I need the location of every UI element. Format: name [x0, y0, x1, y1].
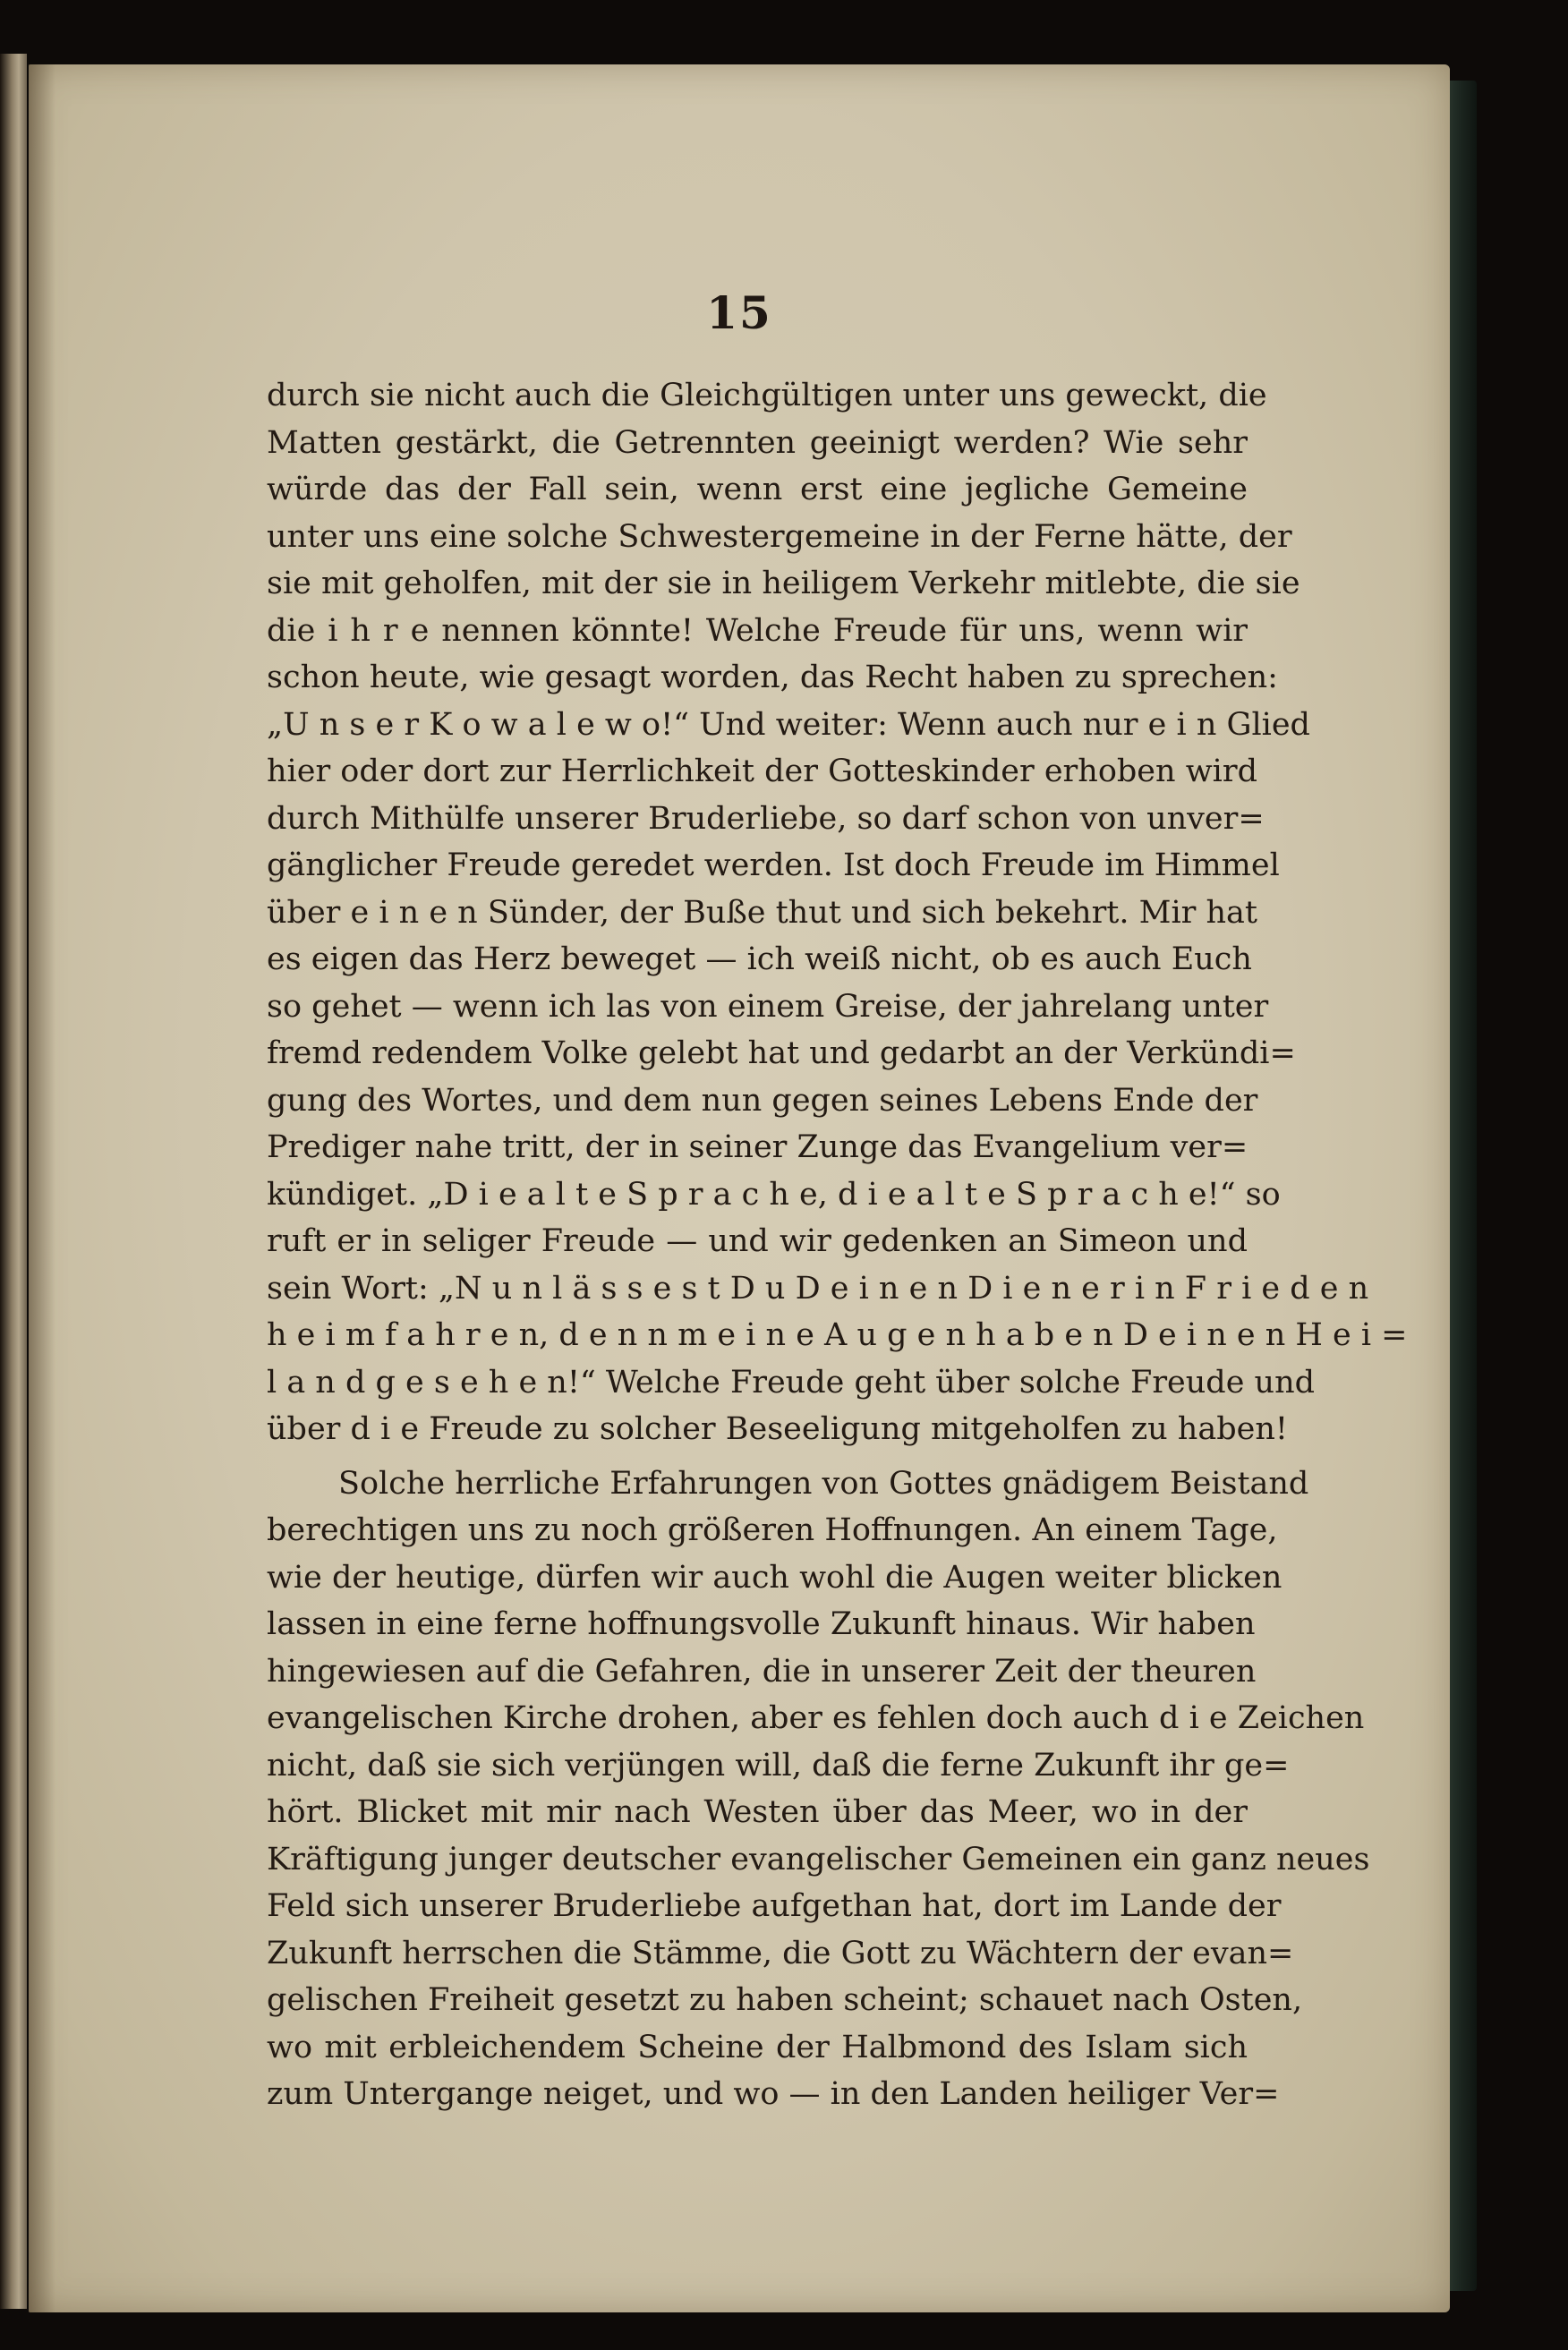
text-line: zum Untergange neiget, und wo — in den Landen heiliger Ver=: [267, 2076, 1280, 2112]
text-line: „U n s e r K o w a l e w o!“ Und weiter: Wenn auch nur e i n Glied: [267, 706, 1310, 743]
text-line: wo mit erbleichendem Scheine der Halbmond des Islam sich: [267, 2029, 1248, 2065]
text-line: Feld sich unserer Bruderliebe aufgethan hat, dort im Lande der: [267, 1888, 1282, 1924]
text-line: lassen in eine ferne hoffnungsvolle Zukunft hinaus. Wir haben: [267, 1606, 1256, 1642]
text-line: fremd redendem Volke gelebt hat und gedarbt an der Verkündi=: [267, 1035, 1296, 1071]
text-line: kündiget. „D i e a l t e S p r a c h e, d i e a l t e S p r a c h e!“ so: [267, 1176, 1281, 1213]
text-line: ruft er in seliger Freude — und wir gedenken an Simeon und: [267, 1223, 1248, 1259]
text-line: so gehet — wenn ich las von einem Greise, der jahrelang unter: [267, 988, 1269, 1025]
text-line: gelischen Freiheit gesetzt zu haben scheint; schauet nach Osten,: [267, 1982, 1303, 2018]
text-line: Solche herrliche Erfahrungen von Gottes gnädigem Beistand: [338, 1465, 1309, 1502]
gutter-shadow: [29, 64, 55, 2312]
text-line: sein Wort: „N u n l ä s s e s t D u D e i n e n D i e n e r i n F r i e d e n: [267, 1270, 1369, 1307]
text-line: würde das der Fall sein, wenn erst eine jegliche Gemeine: [267, 472, 1248, 507]
text-line: gänglicher Freude geredet werden. Ist doch Freude im Himmel: [267, 847, 1280, 883]
text-line: l a n d g e s e h e n!“ Welche Freude geht über solche Freude und: [267, 1364, 1316, 1401]
text-line: die i h r e nennen könnte! Welche Freude für uns, wenn wir: [267, 612, 1248, 649]
text-line: nicht, daß sie sich verjüngen will, daß die ferne Zukunft ihr ge=: [267, 1747, 1290, 1784]
text-line: hingewiesen auf die Gefahren, die in unserer Zeit der theuren: [267, 1653, 1257, 1690]
text-line: Matten gestärkt, die Getrennten geeinigt werden? Wie sehr: [267, 424, 1248, 461]
text-line: evangelischen Kirche drohen, aber es fehlen doch auch d i e Zeichen: [267, 1700, 1365, 1736]
text-line: durch sie nicht auch die Gleichgültigen unter uns geweckt, die: [267, 378, 1267, 413]
text-line: schon heute, wie gesagt worden, das Recht haben zu sprechen:: [267, 660, 1278, 695]
text-line: sie mit geholfen, mit der sie in heiligem Verkehr mitlebte, die sie: [267, 566, 1300, 601]
text-line: unter uns eine solche Schwestergemeine in der Ferne hätte, der: [267, 518, 1292, 555]
text-line: hört. Blicket mit mir nach Westen über das Meer, wo in der: [267, 1794, 1248, 1830]
page-number: 15: [706, 286, 772, 339]
text-line: hier oder dort zur Herrlichkeit der Gotteskinder erhoben wird: [267, 754, 1257, 789]
text-line: berechtigen uns zu noch größeren Hoffnungen. An einem Tage,: [267, 1512, 1278, 1548]
text-line: Zukunft herrschen die Stämme, die Gott zu Wächtern der evan=: [267, 1935, 1294, 1971]
text-line: h e i m f a h r e n, d e n n m e i n e A u g e n h a b e n D e i n e n H e i =: [267, 1317, 1408, 1353]
text-line: Kräftigung junger deutscher evangelischer Gemeinen ein ganz neues: [267, 1841, 1370, 1877]
text-line: durch Mithülfe unserer Bruderliebe, so darf schon von unver=: [267, 800, 1265, 837]
book-page: [29, 64, 1450, 2312]
text-line: gung des Wortes, und dem nun gegen seines Lebens Ende der: [267, 1082, 1258, 1119]
previous-page-edge: [0, 54, 27, 2309]
text-line: über e i n e n Sünder, der Buße thut und sich bekehrt. Mir hat: [267, 894, 1257, 931]
text-line: wie der heutige, dürfen wir auch wohl die Augen weiter blicken: [267, 1559, 1283, 1596]
text-line: es eigen das Herz beweget — ich weiß nicht, ob es auch Euch: [267, 941, 1252, 977]
paragraph-gap: [267, 1453, 1248, 1460]
body-text: [267, 372, 1408, 2118]
text-line: über d i e Freude zu solcher Beseeligung mitgeholfen zu haben!: [267, 1411, 1288, 1447]
text-line: Prediger nahe tritt, der in seiner Zunge das Evangelium ver=: [267, 1129, 1248, 1165]
